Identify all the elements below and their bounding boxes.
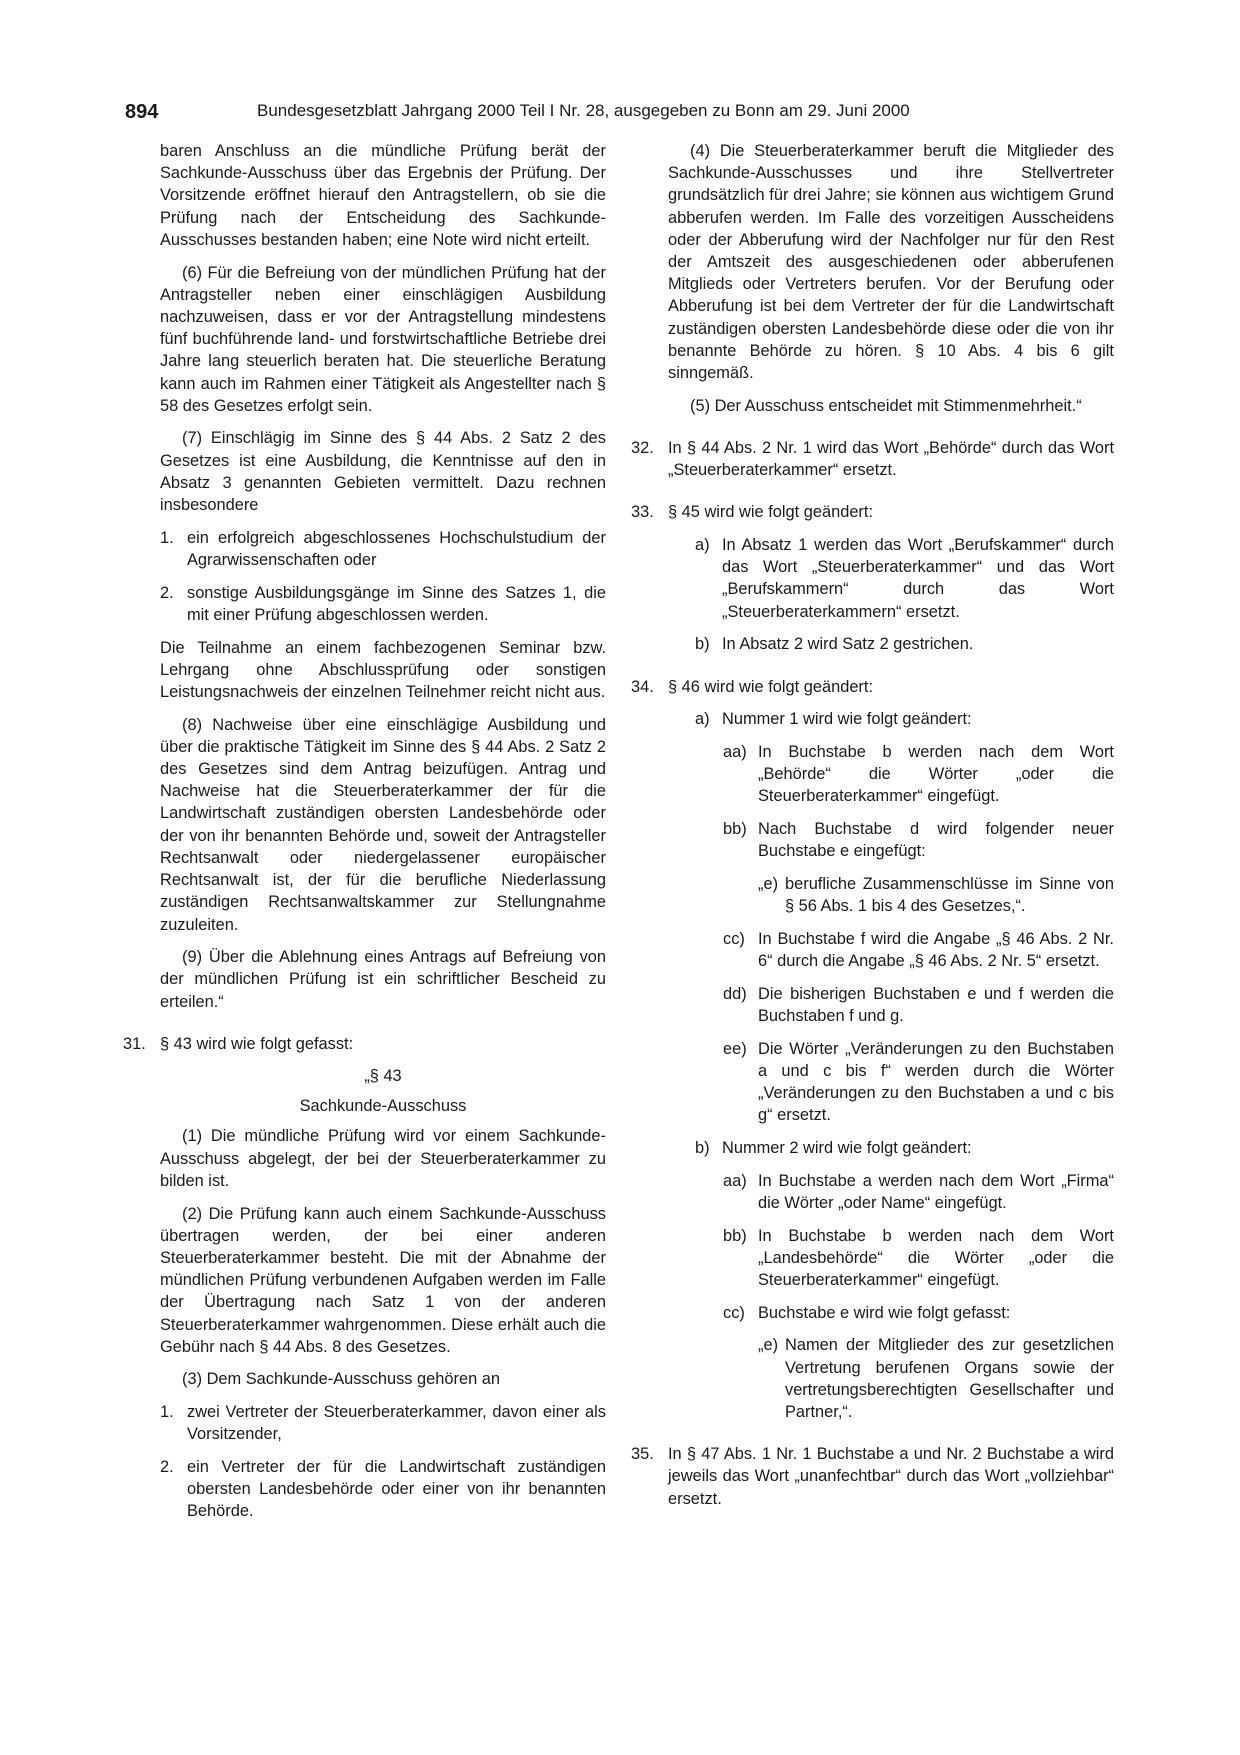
list-item bbox=[160, 582, 606, 626]
section-paragraph-2: (2) Die Prüfung kann auch einem Sachkunde-Ausschuss übertragen werden, der bei einer anderen Steuerberaterkammer besteht. Die mit der Abnahme der mündlichen Prüfung verbundenen Aufgaben werden im Falle der Übertragung nach Satz 1 von der anderen Steuerberaterkammer wahrgenommen. Diese erhält auch die Gebühr nach § 44 Abs. 8 des Gesetzes. bbox=[160, 1204, 606, 1356]
list-marker: 2. bbox=[160, 1458, 174, 1477]
sub-sub-marker: bb) bbox=[723, 1226, 747, 1245]
item-text: § 46 wird wie folgt geändert: bbox=[668, 677, 874, 696]
list-item bbox=[160, 1401, 606, 1445]
sub-sub-marker: aa) bbox=[723, 742, 747, 761]
sub-text: Nummer 1 wird wie folgt geändert: bbox=[722, 710, 972, 729]
amendment-item-32 bbox=[631, 437, 1114, 481]
item-text: § 43 wird wie folgt gefasst: bbox=[160, 1034, 354, 1053]
amendment-item-35 bbox=[631, 1443, 1114, 1510]
sub-sub-item bbox=[723, 1225, 1114, 1292]
list-item bbox=[160, 1456, 606, 1523]
sub-item bbox=[695, 534, 1114, 623]
paragraph-6: (6) Für die Befreiung von der mündlichen Prüfung hat der Antragsteller neben einer einschlägigen Ausbildung nachzuweisen, dass er vor der Antragstellung mindestens fünf buchführende land- und forstwirtschaftliche Betriebe drei Jahre lang steuerlich beraten hat. Die steuerliche Beratung kann auch im Rahmen einer Tätigkeit als Angestellter nach § 58 des Gesetzes erfolgt sein. bbox=[160, 263, 606, 415]
list-marker: 2. bbox=[160, 583, 174, 602]
item-number: 33. bbox=[631, 503, 654, 522]
quoted-marker: „e) bbox=[758, 874, 779, 893]
right-column bbox=[631, 140, 1114, 1520]
section-paragraph-3: (3) Dem Sachkunde-Ausschuss gehören an bbox=[182, 1370, 500, 1389]
sub-sub-text: In Buchstabe a werden nach dem Wort „Firma“ die Wörter „oder Name“ eingefügt. bbox=[758, 1171, 1114, 1212]
sub-sub-marker: dd) bbox=[723, 984, 747, 1003]
list-text: sonstige Ausbildungsgänge im Sinne des Satzes 1, die mit einer Prüfung abgeschlossen werden. bbox=[187, 583, 606, 624]
sub-text: In Absatz 2 wird Satz 2 gestrichen. bbox=[722, 635, 974, 654]
item-number: 35. bbox=[631, 1445, 654, 1464]
paragraph-continued: baren Anschluss an die mündliche Prüfung berät der Sachkunde-Ausschuss über das Ergebnis der Prüfung. Der Vorsitzende eröffnet hierauf den Antragstellern, ob sie die Prüfung nach der Entscheidung des Sachkunde-Ausschusses bestanden haben; eine Note wird nicht erteilt. bbox=[160, 142, 606, 249]
item-text: In § 44 Abs. 2 Nr. 1 wird das Wort „Behörde“ durch das Wort „Steuerberaterkammer“ ersetzt. bbox=[668, 438, 1114, 480]
paragraph-7: (7) Einschlägig im Sinne des § 44 Abs. 2 Satz 2 des Gesetzes ist eine Ausbildung, die Kenntnisse auf den in Absatz 3 genannten Gebieten vermittelt. Dazu rechnen insbesondere bbox=[160, 429, 606, 515]
sub-sub-marker: cc) bbox=[723, 929, 745, 948]
section-heading: „§ 43 bbox=[364, 1067, 402, 1086]
sub-marker: b) bbox=[695, 635, 710, 654]
section-paragraph-5: (5) Der Ausschuss entscheidet mit Stimmenmehrheit.“ bbox=[690, 396, 1082, 415]
section-paragraph-1: (1) Die mündliche Prüfung wird vor einem Sachkunde-Ausschuss abgelegt, der bei der Steuerberaterkammer zu bilden ist. bbox=[160, 1127, 606, 1190]
amendment-item-31 bbox=[123, 1033, 606, 1055]
sub-sub-item bbox=[723, 983, 1114, 1027]
sub-sub-marker: aa) bbox=[723, 1171, 747, 1190]
sub-marker: a) bbox=[695, 710, 710, 729]
sub-sub-text: Buchstabe e wird wie folgt gefasst: bbox=[758, 1303, 1011, 1322]
item-number: 34. bbox=[631, 677, 654, 696]
quoted-text: berufliche Zusammenschlüsse im Sinne von § 56 Abs. 1 bis 4 des Gesetzes,“. bbox=[785, 874, 1114, 916]
sub-sub-text: Die Wörter „Veränderungen zu den Buchstaben a und c bis f“ werden durch die Wörter „Veränderungen zu den Buchstaben a und c bis g“ ersetzt. bbox=[758, 1039, 1114, 1125]
quoted-marker: „e) bbox=[758, 1336, 779, 1355]
paragraph-7-tail: Die Teilnahme an einem fachbezogenen Seminar bzw. Lehrgang ohne Abschlussprüfung oder sonstigen Leistungsnachweis der einzelnen Teilnehmer reicht nicht aus. bbox=[160, 638, 606, 701]
item-number: 31. bbox=[123, 1034, 146, 1053]
sub-marker: a) bbox=[695, 536, 710, 555]
list-marker: 1. bbox=[160, 1403, 174, 1422]
list-text: zwei Vertreter der Steuerberaterkammer, davon einer als Vorsitzender, bbox=[187, 1403, 606, 1444]
quoted-letter-item bbox=[758, 873, 1114, 917]
quoted-letter-item bbox=[758, 1334, 1114, 1423]
sub-sub-item bbox=[723, 818, 1114, 862]
quoted-text: Namen der Mitglieder des zur gesetzlichen Vertretung berufenen Organs sowie der vertretungsberechtigten Gesellschafter und Partner,“. bbox=[785, 1336, 1114, 1422]
sub-sub-item bbox=[723, 1302, 1114, 1324]
running-head: Bundesgesetzblatt Jahrgang 2000 Teil I Nr. 28, ausgegeben zu Bonn am 29. Juni 2000 bbox=[257, 101, 910, 120]
sub-sub-item bbox=[723, 1170, 1114, 1214]
sub-sub-item bbox=[723, 1038, 1114, 1127]
sub-sub-text: In Buchstabe b werden nach dem Wort „Landesbehörde“ die Wörter „oder die Steuerberaterkammer“ eingefügt. bbox=[758, 1226, 1114, 1290]
sub-marker: b) bbox=[695, 1139, 710, 1158]
paragraph-9: (9) Über die Ablehnung eines Antrags auf Befreiung von der mündlichen Prüfung ist ein schriftlicher Bescheid zu erteilen.“ bbox=[160, 948, 606, 1011]
list-marker: 1. bbox=[160, 528, 174, 547]
item-text: § 45 wird wie folgt geändert: bbox=[668, 503, 874, 522]
sub-sub-item bbox=[723, 928, 1114, 972]
amendment-item-34 bbox=[631, 676, 1114, 698]
amendment-item-33 bbox=[631, 501, 1114, 523]
item-number: 32. bbox=[631, 438, 654, 457]
sub-sub-marker: ee) bbox=[723, 1039, 747, 1058]
sub-sub-item bbox=[723, 741, 1114, 808]
paragraph-8: (8) Nachweise über eine einschlägige Ausbildung und über die praktische Tätigkeit im Sinne des § 44 Abs. 2 Satz 2 des Gesetzes sind dem Antrag beizufügen. Antrag und Nachweise hat die Steuerberaterkammer der für die Landwirtschaft zuständigen obersten Landesbehörde oder der von ihr benannten Behörde und, soweit der Antragsteller Rechtsanwalt oder niedergelassener europäischer Rechtsanwalt ist, der für die berufliche Niederlassung zuständigen Rechtsanwaltskammer zur Stellungnahme zuzuleiten. bbox=[160, 715, 606, 934]
list-text: ein Vertreter der für die Landwirtschaft zuständigen obersten Landesbehörde oder einer von ihr benannten Behörde. bbox=[187, 1458, 606, 1521]
page-header bbox=[125, 101, 985, 125]
section-paragraph-4: (4) Die Steuerberaterkammer beruft die Mitglieder des Sachkunde-Ausschusses und ihre Stellvertreter grundsätzlich für drei Jahre; sie können aus wichtigem Grund abberufen werden. Im Falle des vorzeitigen Ausscheidens oder der Abberufung wird der Nachfolger nur für den Rest der Amtszeit des ausgeschiedenen oder abberufenen Mitglieds oder Vertreters berufen. Vor der Berufung oder Abberufung ist bei dem Vertreter der für die Landwirtschaft zuständigen obersten Landesbehörde diese oder die von ihr benannte Behörde zu hören. § 10 Abs. 4 bis 6 gilt sinngemäß. bbox=[668, 142, 1114, 383]
sub-sub-text: Die bisherigen Buchstaben e und f werden die Buchstaben f und g. bbox=[758, 984, 1114, 1025]
sub-sub-marker: bb) bbox=[723, 820, 747, 839]
list-text: ein erfolgreich abgeschlossenes Hochschulstudium der Agrarwissenschaften oder bbox=[187, 528, 606, 569]
sub-item bbox=[695, 708, 1114, 730]
sub-item bbox=[695, 633, 1114, 655]
sub-sub-text: In Buchstabe f wird die Angabe „§ 46 Abs. 2 Nr. 6“ durch die Angabe „§ 46 Abs. 2 Nr. 5“ ersetzt. bbox=[758, 929, 1114, 971]
item-text: In § 47 Abs. 1 Nr. 1 Buchstabe a und Nr. 2 Buchstabe a wird jeweils das Wort „unanfechtbar“ durch das Wort „vollziehbar“ ersetzt. bbox=[668, 1445, 1114, 1508]
sub-sub-text: In Buchstabe b werden nach dem Wort „Behörde“ die Wörter „oder die Steuerberaterkammer“ eingefügt. bbox=[758, 742, 1114, 806]
sub-text: Nummer 2 wird wie folgt geändert: bbox=[722, 1139, 972, 1158]
sub-sub-marker: cc) bbox=[723, 1303, 745, 1322]
page-number: 894 bbox=[125, 101, 159, 123]
section-title: Sachkunde-Ausschuss bbox=[299, 1097, 467, 1116]
sub-text: In Absatz 1 werden das Wort „Berufskammer“ durch das Wort „Steuerberaterkammer“ und das Wort „Berufskammern“ durch das Wort „Steuerberaterkammern“ ersetzt. bbox=[722, 536, 1114, 621]
list-item bbox=[160, 527, 606, 571]
left-column bbox=[123, 140, 606, 1533]
sub-sub-text: Nach Buchstabe d wird folgender neuer Buchstabe e eingefügt: bbox=[758, 820, 1114, 861]
sub-item bbox=[695, 1137, 1114, 1159]
